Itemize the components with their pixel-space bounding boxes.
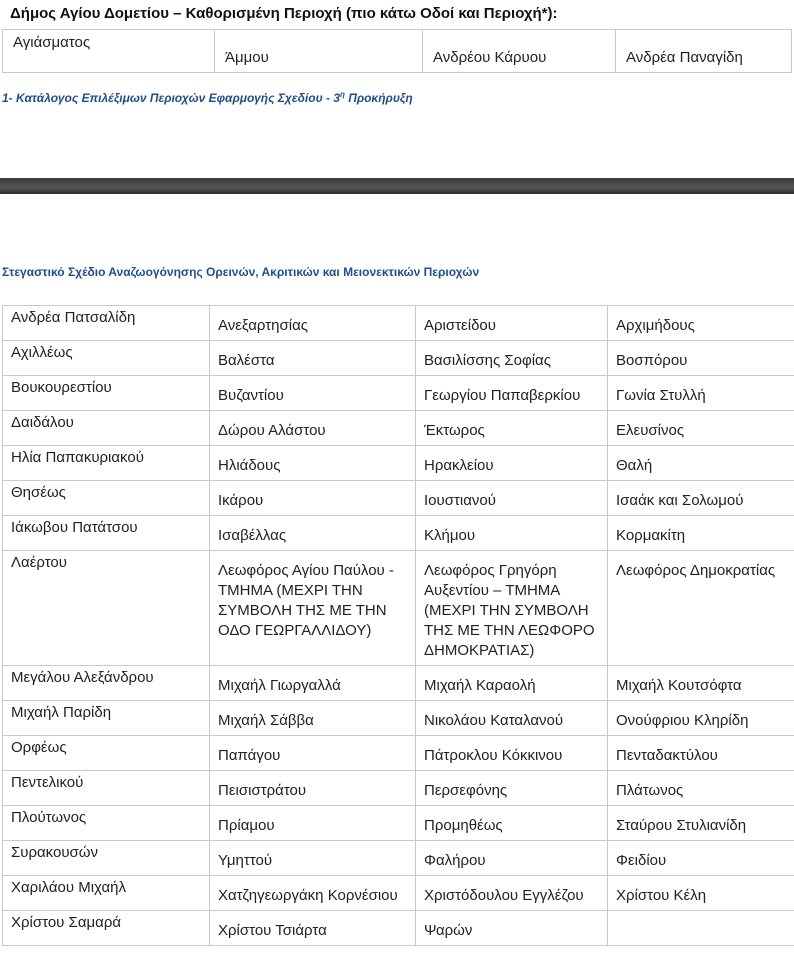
table-cell: Ονούφριου Κληρίδη: [608, 701, 794, 736]
page-title: Δήμος Αγίου Δομετίου – Καθορισμένη Περιοχή (πιο κάτω Οδοί και Περιοχή*):: [10, 5, 558, 22]
table-cell: Χριστόδουλου Εγγλέζου: [416, 876, 608, 911]
table-cell: Παπάγου: [210, 736, 416, 771]
table-cell: Γωνία Στυλλή: [608, 376, 794, 411]
table-cell: Περσεφόνης: [416, 771, 608, 806]
table-row: [3, 306, 794, 341]
table-cell: Χρίστου Σαμαρά: [3, 911, 210, 946]
table-row: [3, 911, 794, 946]
table-cell: Μιχαήλ Καραολή: [416, 666, 608, 701]
table-cell: Πρίαμου: [210, 806, 416, 841]
list-link-text-after: Προκήρυξη: [344, 91, 413, 105]
table-cell: Αριστείδου: [416, 306, 608, 341]
table-row: [3, 30, 792, 73]
table-cell: Ορφέως: [3, 736, 210, 771]
table-cell: Μεγάλου Αλεξάνδρου: [3, 666, 210, 701]
table-cell: Χαριλάου Μιχαήλ: [3, 876, 210, 911]
table-cell: Βυζαντίου: [210, 376, 416, 411]
table-cell: Ανεξαρτησίας: [210, 306, 416, 341]
table-cell: Βασιλίσσης Σοφίας: [416, 341, 608, 376]
table-row: [3, 701, 794, 736]
table-cell: Ηλιάδους: [210, 446, 416, 481]
table-cell: Πεισιστράτου: [210, 771, 416, 806]
table-cell: Φαλήρου: [416, 841, 608, 876]
table-cell: Θαλή: [608, 446, 794, 481]
table-cell: Ηλία Παπακυριακού: [3, 446, 210, 481]
table-cell: Αγιάσματος: [3, 30, 215, 73]
table-cell: Ικάρου: [210, 481, 416, 516]
list-link-text: 1- Κατάλογος Επιλέξιμων Περιοχών Εφαρμογής Σχεδίου - 3: [2, 91, 340, 105]
section-heading: Στεγαστικό Σχέδιο Αναζωογόνησης Ορεινών, Ακριτικών και Μειονεκτικών Περιοχών: [2, 265, 480, 279]
table-cell: Μιχαήλ Γιωργαλλά: [210, 666, 416, 701]
list-link[interactable]: [2, 90, 413, 105]
table-cell: Βαλέστα: [210, 341, 416, 376]
table-row: [3, 806, 794, 841]
table-cell: Πλούτωνος: [3, 806, 210, 841]
streets-table: [2, 305, 794, 946]
table-cell: Θησέως: [3, 481, 210, 516]
table-cell: Ισαβέλλας: [210, 516, 416, 551]
table-row: [3, 341, 794, 376]
table-cell: Λεωφόρος Γρηγόρη Αυξεντίου – ΤΜΗΜΑ (ΜΕΧΡΙ ΤΗΝ ΣΥΜΒΟΛΗ ΤΗΣ ΜΕ ΤΗΝ ΛΕΩΦΟΡΟ ΔΗΜΟΚΡΑΤΙΑΣ): [416, 551, 608, 666]
page-separator-band: [0, 178, 794, 194]
table-cell: Σταύρου Στυλιανίδη: [608, 806, 794, 841]
table-cell: Άμμου: [215, 30, 423, 73]
table-cell: Αρχιμήδους: [608, 306, 794, 341]
table-row: [3, 876, 794, 911]
table-cell: Πλάτωνος: [608, 771, 794, 806]
table-cell: Φειδίου: [608, 841, 794, 876]
table-cell: Λαέρτου: [3, 551, 210, 666]
table-cell: Χρίστου Κέλη: [608, 876, 794, 911]
table-cell: Ανδρέα Παναγίδη: [616, 30, 792, 73]
table-row: [3, 481, 794, 516]
table-cell: Πάτροκλου Κόκκινου: [416, 736, 608, 771]
table-cell: Ισαάκ και Σολωμού: [608, 481, 794, 516]
table-cell: Μιχαήλ Σάββα: [210, 701, 416, 736]
table-row: [3, 446, 794, 481]
table-cell: Ανδρέου Κάρυου: [423, 30, 616, 73]
table-cell: Ανδρέα Πατσαλίδη: [3, 306, 210, 341]
table-cell: Κορμακίτη: [608, 516, 794, 551]
table-cell: Βουκουρεστίου: [3, 376, 210, 411]
top-streets-table: [2, 29, 792, 73]
table-row: [3, 666, 794, 701]
table-cell: Συρακουσών: [3, 841, 210, 876]
table-cell: Χατζηγεωργάκη Κορνέσιου: [210, 876, 416, 911]
table-row: [3, 551, 794, 666]
table-cell: Πενταδακτύλου: [608, 736, 794, 771]
table-row: [3, 411, 794, 446]
table-row: [3, 376, 794, 411]
table-cell: Ελευσίνος: [608, 411, 794, 446]
table-cell: Μιχαήλ Κουτσόφτα: [608, 666, 794, 701]
table-row: [3, 771, 794, 806]
table-cell: Δώρου Αλάστου: [210, 411, 416, 446]
table-cell: Ψαρών: [416, 911, 608, 946]
table-cell: Πεντελικού: [3, 771, 210, 806]
table-row: [3, 841, 794, 876]
table-cell: Νικολάου Καταλανού: [416, 701, 608, 736]
table-row: [3, 736, 794, 771]
table-cell: Κλήμου: [416, 516, 608, 551]
table-cell: Ιουστιανού: [416, 481, 608, 516]
table-cell: Λεωφόρος Αγίου Παύλου - ΤΜΗΜΑ (ΜΕΧΡΙ ΤΗΝ ΣΥΜΒΟΛΗ ΤΗΣ ΜΕ ΤΗΝ ΟΔΟ ΓΕΩΡΓΑΛΛΙΔΟΥ): [210, 551, 416, 666]
table-cell: Ιάκωβου Πατάτσου: [3, 516, 210, 551]
table-cell: Βοσπόρου: [608, 341, 794, 376]
table-row: [3, 516, 794, 551]
table-cell: Προμηθέως: [416, 806, 608, 841]
table-cell: Αχιλλέως: [3, 341, 210, 376]
table-cell: Δαιδάλου: [3, 411, 210, 446]
table-cell: Έκτωρος: [416, 411, 608, 446]
table-cell: [608, 911, 794, 946]
list-link-sup: η: [340, 90, 345, 99]
table-cell: Γεωργίου Παπαβερκίου: [416, 376, 608, 411]
table-cell: Μιχαήλ Παρίδη: [3, 701, 210, 736]
table-cell: Χρίστου Τσιάρτα: [210, 911, 416, 946]
table-cell: Υμηττού: [210, 841, 416, 876]
table-cell: Λεωφόρος Δημοκρατίας: [608, 551, 794, 666]
table-cell: Ηρακλείου: [416, 446, 608, 481]
